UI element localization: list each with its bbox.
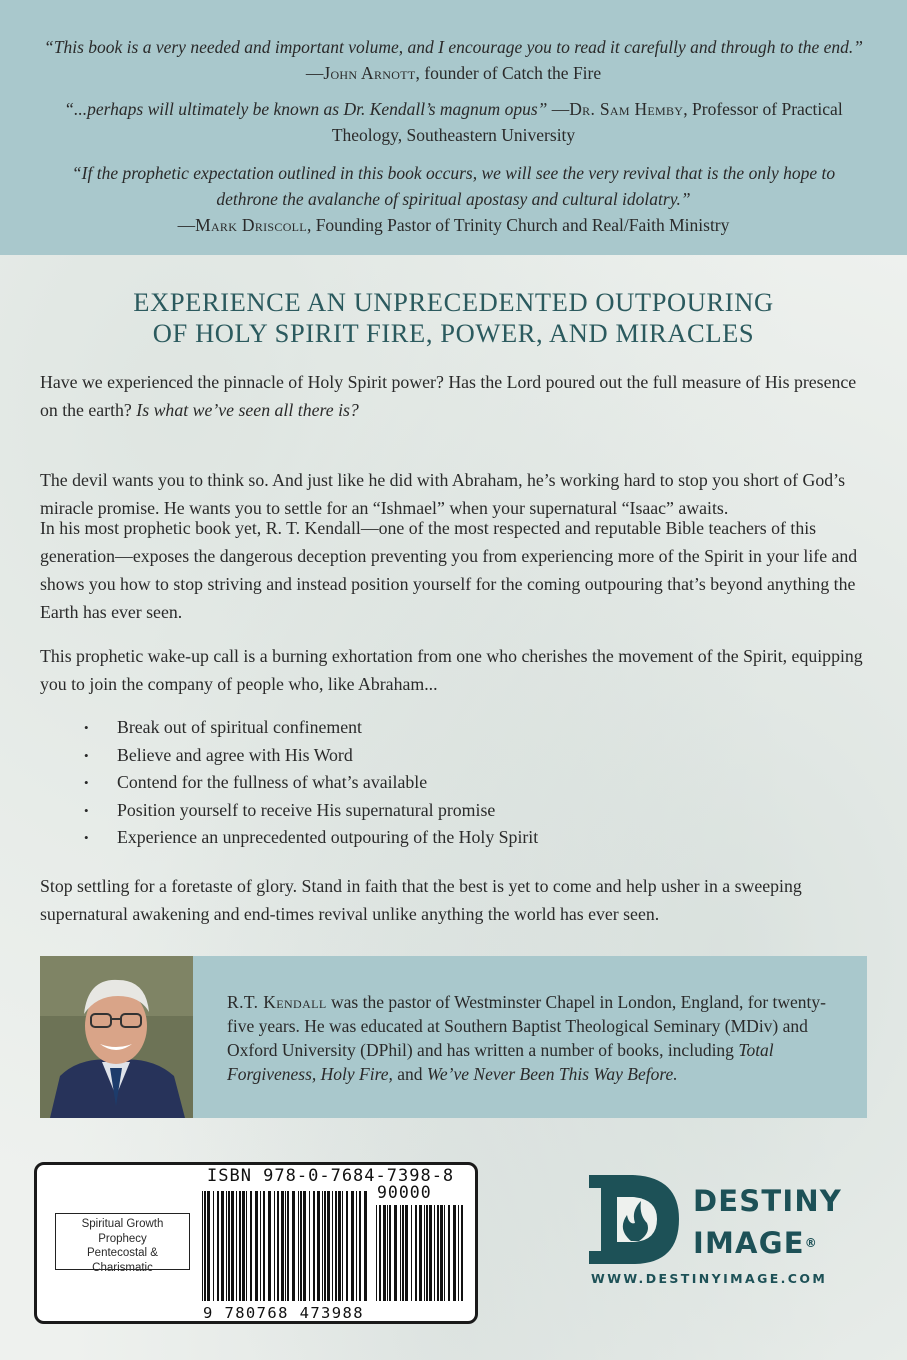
barcode-bar bbox=[356, 1191, 357, 1301]
endorsement-driscoll: “If the prophetic expectation outlined in this book occurs, we will see the very revival that is the only hope to dethrone the avalanche of spiritual apostasy and cultural idolatry.” —Mark Driscoll, Founding Pastor of Trinity Church and Real/Faith Ministry bbox=[71, 163, 836, 235]
barcode-bar bbox=[426, 1205, 428, 1301]
headline: EXPERIENCE AN UNPRECEDENTED OUTPOURING OF HOLY SPIRIT FIRE, POWER, AND MIRACLES bbox=[133, 287, 774, 348]
barcode-bar bbox=[402, 1205, 404, 1301]
category-box: Spiritual Growth Prophecy Pentecostal & Charismatic bbox=[55, 1213, 190, 1270]
author-name: R.T. Kendall bbox=[227, 992, 327, 1012]
barcode-bar bbox=[242, 1191, 245, 1301]
barcode-bar bbox=[346, 1191, 348, 1301]
barcode-bar bbox=[204, 1191, 206, 1301]
barcode-bar bbox=[383, 1205, 386, 1301]
barcode-bar bbox=[317, 1191, 320, 1301]
barcode-bar bbox=[228, 1191, 230, 1301]
isbn-number: ISBN 978-0-7684-7398-8 bbox=[207, 1166, 455, 1186]
barcode-bar bbox=[246, 1191, 247, 1301]
description-paragraph-1: Have we experienced the pinnacle of Holy Spirit power? Has the Lord poured out the full measure of His presence on the earth? Is what we’ve seen all there is? bbox=[40, 372, 857, 420]
barcode-bar bbox=[207, 1191, 210, 1301]
barcode-bar bbox=[351, 1191, 354, 1301]
list-item: • Position yourself to receive His supernatural promise bbox=[80, 797, 860, 825]
barcode-bar bbox=[440, 1205, 443, 1301]
barcode-bar bbox=[285, 1191, 286, 1301]
barcode-bar bbox=[453, 1205, 456, 1301]
barcode-bar bbox=[419, 1205, 422, 1301]
barcode-bar bbox=[226, 1191, 227, 1301]
barcode-bar bbox=[400, 1205, 401, 1301]
barcode-bar bbox=[335, 1191, 337, 1301]
barcode-bar bbox=[300, 1191, 302, 1301]
barcode-bar bbox=[274, 1191, 275, 1301]
barcode-bar bbox=[338, 1191, 341, 1301]
barcode-bar bbox=[250, 1191, 252, 1301]
barcode-bar bbox=[405, 1205, 408, 1301]
barcode-bar bbox=[324, 1191, 326, 1301]
barcode-bar bbox=[298, 1191, 299, 1301]
barcode-bar bbox=[202, 1191, 203, 1301]
endorsement-author: Dr. Sam Hemby bbox=[569, 99, 684, 119]
barcode-bar bbox=[217, 1191, 219, 1301]
barcode-bar bbox=[394, 1205, 397, 1301]
author-bio: R.T. Kendall was the pastor of Westminster Chapel in London, England, for twenty-five years. He was educated at Southern Baptist Theological Seminary (MDiv) and Oxford University (DPhil) and has written a number of books, including Total Forgiveness, Holy Fire, and We’ve Never Been This Way Before. bbox=[227, 992, 826, 1084]
endorsement-author: John Arnott bbox=[323, 63, 416, 83]
description-paragraph-4: This prophetic wake-up call is a burning exhortation from one who cherishes the movement of the Spirit, equipping you to join the company of people who, like Abraham... bbox=[40, 646, 863, 694]
list-item: • Believe and agree with His Word bbox=[80, 742, 860, 770]
list-item: • Break out of spiritual confinement bbox=[80, 714, 860, 742]
barcode-bar bbox=[287, 1191, 289, 1301]
price-code: 90000 bbox=[377, 1183, 432, 1202]
barcode-bar bbox=[448, 1205, 450, 1301]
barcode-bar bbox=[239, 1191, 241, 1301]
barcode-bar bbox=[424, 1205, 425, 1301]
barcode-bar bbox=[292, 1191, 295, 1301]
barcode-bar bbox=[429, 1205, 432, 1301]
benefits-list bbox=[80, 714, 860, 852]
barcode-bar bbox=[281, 1191, 284, 1301]
barcode-bar bbox=[364, 1191, 367, 1301]
barcode-bar bbox=[411, 1205, 412, 1301]
barcode-bar bbox=[255, 1191, 258, 1301]
barcode-bar bbox=[313, 1191, 315, 1301]
barcode-bar bbox=[277, 1191, 279, 1301]
barcode-bar bbox=[309, 1191, 310, 1301]
author-portrait-illustration bbox=[40, 956, 193, 1118]
barcode-bar bbox=[434, 1205, 435, 1301]
barcode-bar bbox=[359, 1191, 361, 1301]
publisher-name-line1: DESTINY bbox=[693, 1184, 843, 1218]
barcode-bar bbox=[461, 1205, 463, 1301]
publisher-url: WWW.DESTINYIMAGE.COM bbox=[591, 1271, 828, 1286]
barcode-bar bbox=[458, 1205, 459, 1301]
barcode-bar bbox=[236, 1191, 237, 1301]
barcode-bar bbox=[342, 1191, 343, 1301]
barcode-bar bbox=[221, 1191, 224, 1301]
endorsement-hemby: “...perhaps will ultimately be known as Dr. Kendall’s magnum opus” —Dr. Sam Hemby, Professor of Practical Theology, Southeastern University bbox=[64, 99, 843, 145]
barcode-bar bbox=[303, 1191, 306, 1301]
barcode-bar bbox=[332, 1191, 333, 1301]
barcode-bar bbox=[322, 1191, 323, 1301]
barcode-bar bbox=[415, 1205, 417, 1301]
ean-number: 9 780768 473988 bbox=[203, 1304, 364, 1322]
barcode-bar bbox=[231, 1191, 234, 1301]
barcode-bar bbox=[327, 1191, 330, 1301]
description-paragraph-3: In his most prophetic book yet, R. T. Kendall—one of the most respected and reputable Bible teachers of this generation—exposes the dangerous deception preventing you from experiencing more of the Spirit in your life and shows you how to stop striving and instead position yourself for the coming outpouring that’s beyond anything the Earth has ever seen. bbox=[40, 518, 858, 622]
barcode-bar bbox=[263, 1191, 265, 1301]
endorsement-arnott: “This book is a very needed and important volume, and I encourage you to read it carefully and through to the end.” —John Arnott, founder of Catch the Fire bbox=[44, 37, 863, 83]
barcode-bar bbox=[376, 1205, 377, 1301]
barcode-bar bbox=[379, 1205, 381, 1301]
author-photo bbox=[40, 956, 193, 1118]
barcode-bar bbox=[260, 1191, 261, 1301]
barcode-bar bbox=[213, 1191, 214, 1301]
list-item: • Contend for the fullness of what’s available bbox=[80, 769, 860, 797]
list-item: • Experience an unprecedented outpouring of the Holy Spirit bbox=[80, 824, 860, 852]
publisher-name-line2: IMAGE® bbox=[693, 1226, 818, 1260]
barcode bbox=[200, 1169, 466, 1319]
barcode-bar bbox=[268, 1191, 271, 1301]
description-paragraph-2: The devil wants you to think so. And just like he did with Abraham, he’s working hard to stop you short of God’s miracle promise. He wants you to settle for an “Ishmael” when your supernatural “Isaac” awaits. bbox=[40, 470, 846, 518]
endorsement-author: Mark Driscoll bbox=[195, 215, 307, 235]
barcode-bar bbox=[444, 1205, 445, 1301]
description-closing: Stop settling for a foretaste of glory. Stand in faith that the best is yet to come and help usher in a sweeping supernatural awakening and end-times revival unlike anything the world has ever seen. bbox=[40, 876, 802, 924]
barcode-bar bbox=[387, 1205, 388, 1301]
destiny-image-logo-icon bbox=[587, 1171, 681, 1268]
barcode-bar bbox=[389, 1205, 391, 1301]
barcode-bar bbox=[437, 1205, 439, 1301]
